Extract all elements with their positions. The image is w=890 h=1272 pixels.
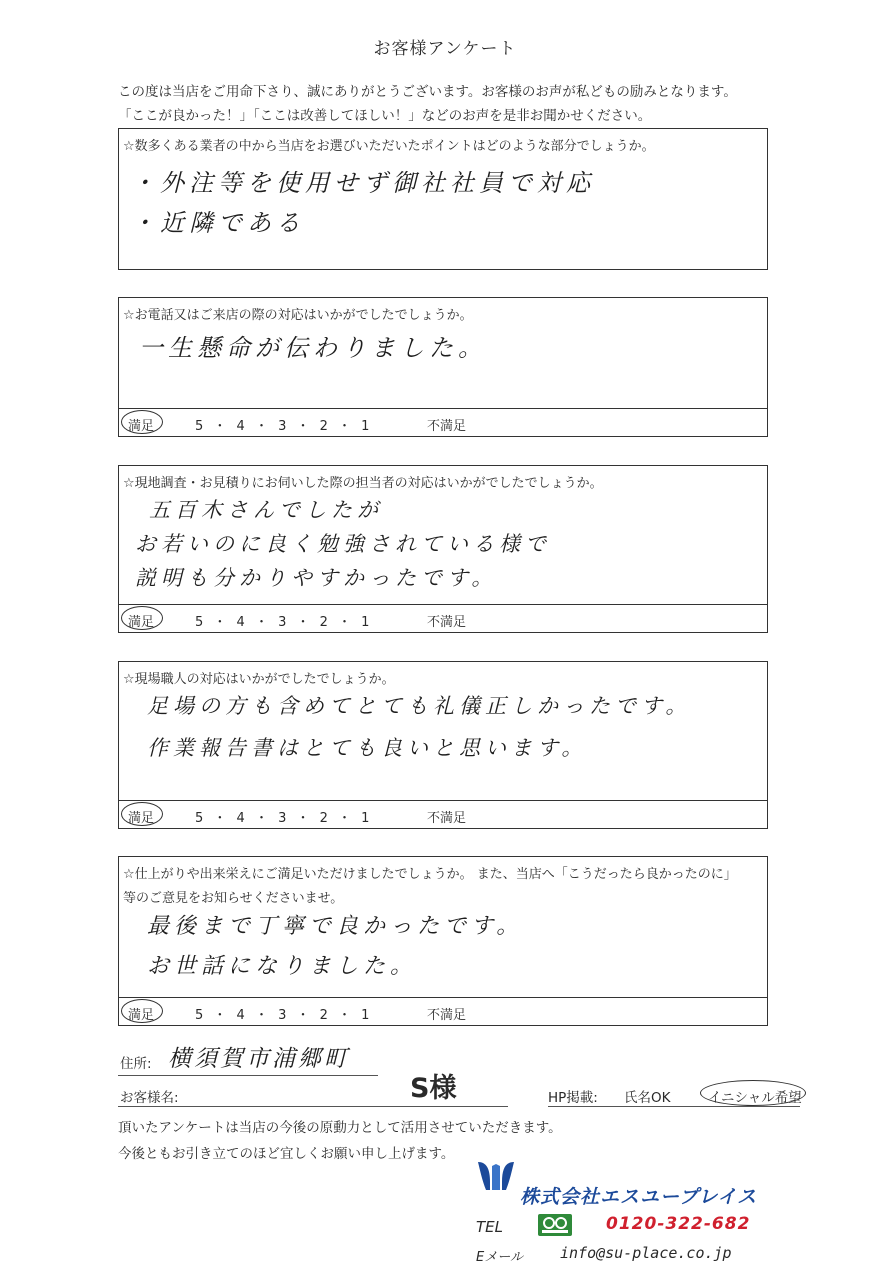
rating-unsatisfied-label[interactable]: 不満足: [427, 615, 467, 630]
question-4-rating: [119, 800, 767, 828]
hp-label: HP掲載:: [548, 1090, 598, 1106]
intro-line-2: 「ここが良かった！」「ここは改善してほしい！」などのお声を是非お聞かせください。: [118, 108, 652, 124]
closing-line-2: 今後ともお引き立てのほど宜しくお願い申し上げます。: [118, 1146, 455, 1162]
question-5-rating: [119, 997, 767, 1025]
question-5-text-cont: 等のご意見をお知らせくださいませ。: [123, 891, 344, 906]
address-value: 横須賀市浦郷町: [168, 1046, 350, 1072]
address-label: 住所:: [120, 1056, 152, 1072]
customer-name-label: お客様名:: [120, 1090, 179, 1106]
question-2-answer-line-1: 一生懸命が伝わりました。: [139, 334, 487, 362]
intro-line-1: この度は当店をご用命下さり、誠にありがとうございます。お客様のお声が私どもの励みとなります。: [118, 84, 737, 100]
question-1-answer-line-1: ・外注等を使用せず御社社員で対応: [131, 169, 595, 197]
rating-satisfied-label[interactable]: 満足: [128, 615, 155, 630]
question-4-answer-line-2: 作業報告書はとても良いと思います。: [147, 736, 588, 760]
email-address[interactable]: info@su-place.co.jp: [560, 1244, 732, 1262]
question-1-text: ☆数多くある業者の中から当店をお選びいただいたポイントはどのような部分でしょうか。: [123, 139, 655, 154]
question-4-answer-line-1: 足場の方も含めてとても礼儀正しかったです。: [147, 694, 692, 718]
free-dial-icon: [538, 1214, 572, 1236]
company-logo-icon: [476, 1160, 516, 1198]
question-5-text: ☆仕上がりや出来栄えにご満足いただけましたでしょうか。 また、当店へ「こうだったら良かったのに」: [123, 867, 737, 882]
page-title: お客様アンケート: [373, 39, 517, 59]
customer-name-underline: [118, 1106, 508, 1107]
question-3-answer-line-3: 説明も分かりやすかったです。: [135, 566, 498, 590]
rating-scale[interactable]: 5 ・ 4 ・ 3 ・ 2 ・ 1: [195, 811, 370, 826]
question-1-box: [118, 128, 768, 270]
address-underline: [118, 1075, 378, 1076]
tel-label: TEL: [476, 1218, 503, 1236]
customer-name-value: S様: [410, 1073, 457, 1104]
question-2-rating: [119, 408, 767, 436]
rating-satisfied-label[interactable]: 満足: [128, 811, 155, 826]
tel-number[interactable]: 0120-322-682: [606, 1214, 751, 1234]
question-2-box: [118, 297, 768, 437]
company-name: 株式会社エスユープレイス: [520, 1186, 758, 1208]
hp-selected-circle: [700, 1080, 806, 1106]
hp-underline: [548, 1106, 800, 1107]
question-3-rating: [119, 604, 767, 632]
question-1-answer-line-2: ・近隣である: [131, 209, 305, 237]
question-3-answer-line-2: お若いのに良く勉強されている様で: [135, 532, 551, 556]
question-3-box: [118, 465, 768, 633]
rating-scale[interactable]: 5 ・ 4 ・ 3 ・ 2 ・ 1: [195, 419, 370, 434]
rating-satisfied-label[interactable]: 満足: [128, 1008, 155, 1023]
rating-scale[interactable]: 5 ・ 4 ・ 3 ・ 2 ・ 1: [195, 615, 370, 630]
question-4-box: [118, 661, 768, 829]
hp-option-initial[interactable]: イニシャル希望: [708, 1090, 802, 1106]
question-4-text: ☆現場職人の対応はいかがでしたでしょうか。: [123, 672, 395, 687]
closing-line-1: 頂いたアンケートは当店の今後の原動力として活用させていただきます。: [118, 1120, 562, 1136]
rating-scale[interactable]: 5 ・ 4 ・ 3 ・ 2 ・ 1: [195, 1008, 370, 1023]
question-5-box: [118, 856, 768, 1026]
rating-unsatisfied-label[interactable]: 不満足: [427, 1008, 467, 1023]
rating-unsatisfied-label[interactable]: 不満足: [427, 811, 467, 826]
rating-unsatisfied-label[interactable]: 不満足: [427, 419, 467, 434]
hp-option-name-ok[interactable]: 氏名OK: [624, 1090, 671, 1106]
email-label: Eメール: [476, 1250, 523, 1265]
question-2-text: ☆お電話又はご来店の際の対応はいかがでしたでしょうか。: [123, 308, 473, 323]
question-3-text: ☆現地調査・お見積りにお伺いした際の担当者の対応はいかがでしたでしょうか。: [123, 476, 603, 491]
question-5-answer-line-1: 最後まで丁寧で良かったです。: [147, 914, 524, 939]
rating-satisfied-label[interactable]: 満足: [128, 419, 155, 434]
question-3-answer-line-1: 五百木さんでしたが: [149, 498, 383, 522]
question-5-answer-line-2: お世話になりました。: [147, 954, 418, 979]
